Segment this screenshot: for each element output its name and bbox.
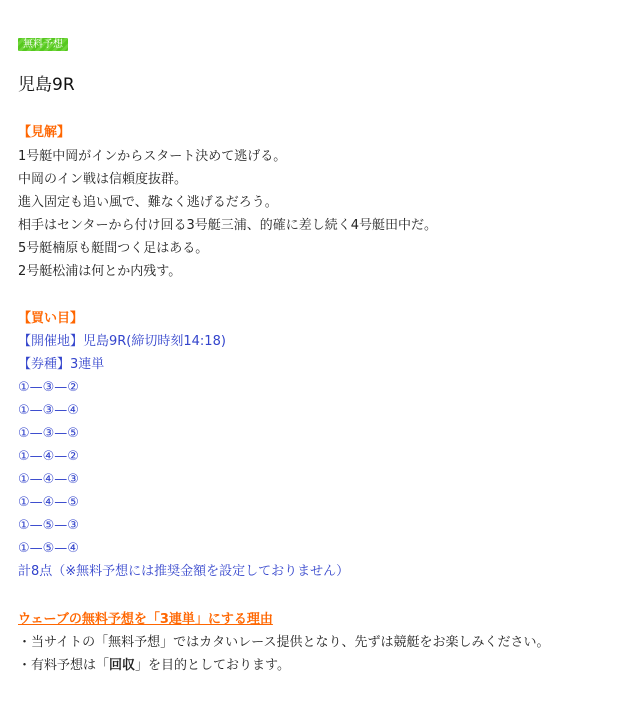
reason-line-2 — [18, 656, 290, 676]
kenkai-heading: 【見解】 — [18, 125, 71, 140]
reason-heading: ウェーブの無料予想を「3連単」にする理由 — [18, 612, 273, 627]
reason-line-1: ・当サイトの「無料予想」ではカタいレース提供となり、先ずは競艇をお楽しみください。 — [18, 635, 550, 650]
kenkai-line-5: 5号艇楠原も艇間つく足はある。 — [18, 241, 209, 256]
kaime-venue: 【開催地】児島9R(締切時刻14:18) — [18, 334, 226, 349]
kenkai-line-6: 2号艇松浦は何とか内残す。 — [18, 264, 182, 279]
reason-line-2-pre: ・有料予想は「 — [18, 658, 110, 673]
free-prediction-badge: 無料予想 — [18, 38, 68, 51]
kenkai-line-3: 進入固定も追い風で、難なく逃げるだろう。 — [18, 195, 278, 210]
kenkai-line-4: 相手はセンターから付け回る3号艇三浦、的確に差し続く4号艇田中だ。 — [18, 218, 438, 233]
kaime-combo-4: ①—④—② — [18, 449, 79, 464]
kenkai-line-1: 1号艇中岡がインからスタート決めて逃げる。 — [18, 149, 287, 164]
kaime-heading: 【買い目】 — [18, 311, 84, 326]
kenkai-line-2: 中岡のイン戦は信頼度抜群。 — [18, 172, 188, 187]
reason-line-2-bold: 回収 — [109, 658, 136, 673]
kaime-combo-2: ①—③—④ — [18, 403, 79, 418]
kaime-ticket-type: 【券種】3連単 — [18, 357, 105, 372]
kaime-combo-7: ①—⑤—③ — [18, 518, 79, 533]
kaime-total: 計8点（※無料予想には推奨金額を設定しておりません） — [18, 564, 350, 579]
kaime-combo-3: ①—③—⑤ — [18, 426, 79, 441]
kaime-combo-1: ①—③—② — [18, 380, 79, 395]
page-title: 児島9R — [18, 75, 75, 95]
kaime-combo-8: ①—⑤—④ — [18, 541, 79, 556]
reason-line-2-post: 」を目的としております。 — [135, 658, 290, 673]
kaime-combo-6: ①—④—⑤ — [18, 495, 79, 510]
kaime-combo-5: ①—④—③ — [18, 472, 79, 487]
